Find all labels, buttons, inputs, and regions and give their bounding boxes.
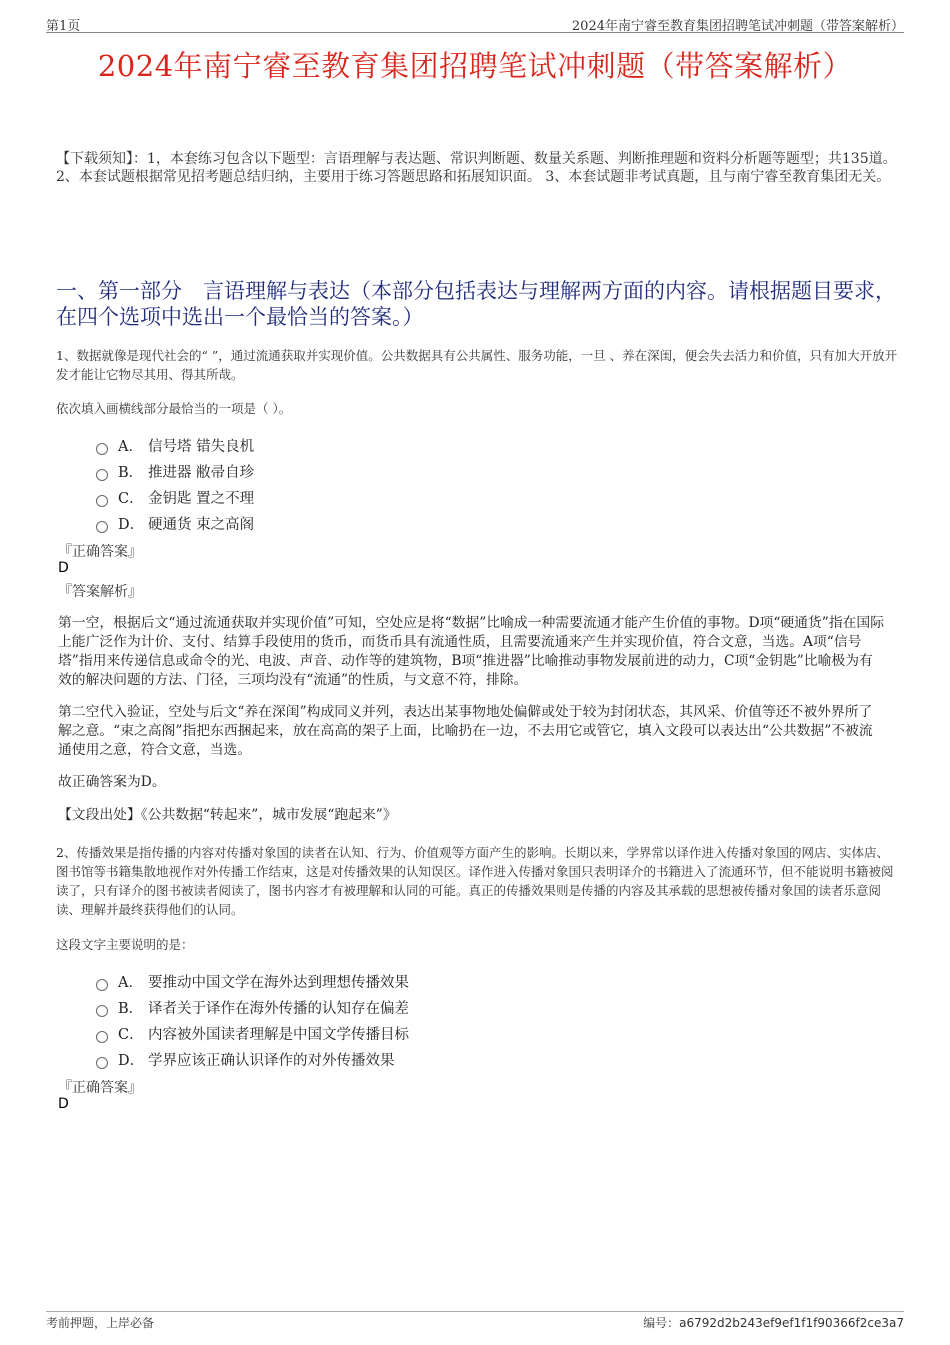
option-b[interactable] [96,458,254,484]
page-number: 第1页 [46,19,81,34]
footer-divider [46,1311,904,1312]
source-citation: 【文段出处】《公共数据“转起来”，城市发展“跑起来”》 [58,807,397,823]
analysis-paragraph-2: 第二空代入验证，空处与后文“养在深闺”构成同义并列，表达出某事物地处偏僻或处于较为封闭状态，其风采、价值等还不被外界所了解之意。“束之高阁”指把东西捆起来，放在高高的架子上面，比喻扔在一边，不去用它或管它，填入文段可以表达出“公共数据”不被流通使用之意，符合文意，当选。 [58,704,873,758]
option-letter: D． [118,516,145,533]
option-a[interactable] [96,968,409,994]
option-text: 信号塔 错失良机 [148,438,255,455]
answer-value: D [58,560,69,576]
option-b[interactable] [96,994,409,1020]
analysis-paragraph-1: 第一空，根据后文“通过流通获取并实现价值”可知，空处应是将“数据”比喻成一种需要流通才能产生价值的事物。D项“硬通货”指在国际上能广泛作为计价、支付、结算手段使用的货币，而货币具有流通性质，且需要流通来产生并实现价值，符合文意，当选。A项“信号塔”指用来传递信息或命令的光、电波、声音、动作等的建筑物，B项“推进器”比喻推动事物发展前进的动力，C项“金钥匙”比喻极为有效的解决问题的方法、门径，三项均没有“流通”的性质，与文意不符，排除。 [58,615,885,688]
option-text: 金钥匙 置之不理 [148,490,255,507]
option-text: 内容被外国读者理解是中国文学传播目标 [148,1026,409,1043]
answer-value: D [58,1096,69,1112]
option-letter: C． [118,490,144,507]
radio-icon[interactable] [96,521,108,533]
option-letter: B． [118,1000,144,1017]
option-a[interactable] [96,432,254,458]
option-text: 硬通货 束之高阁 [148,516,255,533]
option-d[interactable] [96,1046,409,1072]
radio-icon[interactable] [96,1005,108,1017]
option-letter: C． [118,1026,144,1043]
radio-icon[interactable] [96,979,108,991]
radio-icon[interactable] [96,495,108,507]
footer-slogan: 考前押题，上岸必备 [46,1316,155,1330]
question-1-stem: 1、数据就像是现代社会的“ ”，通过流通获取并实现价值。公共数据具有公共属性、服务功能，一旦 、养在深闺，便会失去活力和价值，只有加大开放开发才能让它物尽其用、得其所哉。 [56,348,898,382]
answer-label: 『正确答案』 [58,544,142,560]
question-2-stem: 2、传播效果是指传播的内容对传播对象国的读者在认知、行为、价值观等方面产生的影响。长期以来，学界常以译作进入传播对象国的网店、实体店、图书馆等书籍集散地视作对外传播工作结束，这是对传播效果的认知误区。译作进入传播对象国只表明译介的书籍进入了流通环节，但不能说明书籍被阅读了，只有译介的图书被读者阅读了，图书内容才有被理解和认同的可能。真正的传播效果则是传播的内容及其承载的思想被传播对象国的读者乐意阅读、理解并最终获得他们的认同。 [56,845,894,917]
answer-label: 『正确答案』 [58,1080,142,1096]
header-divider [46,32,904,33]
document-title: 2024年南宁睿至教育集团招聘笔试冲刺题（带答案解析） [97,49,853,83]
radio-icon[interactable] [96,469,108,481]
question-2-prompt: 这段文字主要说明的是： [56,937,194,952]
option-c[interactable] [96,1020,409,1046]
option-letter: A． [118,438,143,455]
option-letter: B． [118,464,144,481]
radio-icon[interactable] [96,443,108,455]
footer-serial-number: 编号：a6792d2b243ef9ef1f1f90366f2ce3a7 [643,1316,904,1330]
analysis-conclusion: 故正确答案为D。 [58,774,166,790]
option-text: 译者关于译作在海外传播的认知存在偏差 [148,1000,409,1017]
option-c[interactable] [96,484,254,510]
section-heading: 一、第一部分 言语理解与表达（本部分包括表达与理解两方面的内容。请根据题目要求，在四个选项中选出一个最恰当的答案。） [56,279,896,329]
radio-icon[interactable] [96,1057,108,1069]
option-letter: D． [118,1052,145,1069]
option-letter: A． [118,974,143,991]
analysis-label: 『答案解析』 [58,584,142,600]
option-d[interactable] [96,510,254,536]
question-2-options [96,968,409,1072]
option-text: 学界应该正确认识译作的对外传播效果 [148,1052,395,1069]
option-text: 推进器 敝帚自珍 [148,464,255,481]
option-text: 要推动中国文学在海外达到理想传播效果 [148,974,409,991]
question-1-options [96,432,254,536]
radio-icon[interactable] [96,1031,108,1043]
download-notice: 【下载须知】：1，本套练习包含以下题型：言语理解与表达题、常识判断题、数量关系题、判断推理题和资料分析题等题型；共135道。 2、本套试题根据常见招考题总结归纳，主要用于练习答题思路和拓展知识面。 3、本套试题非考试真题，且与南宁睿至教育集团无关。 [56,151,897,185]
running-header-title: 2024年南宁睿至教育集团招聘笔试冲刺题（带答案解析） [571,19,904,34]
question-1-prompt: 依次填入画横线部分最恰当的一项是（ ）。 [56,401,292,416]
